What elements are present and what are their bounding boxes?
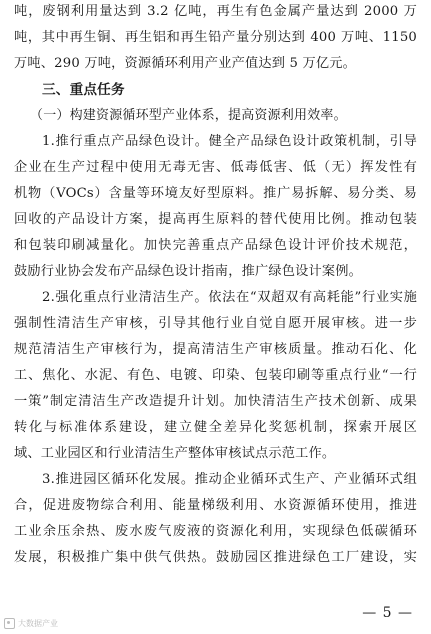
paragraph-2-line-6: 转化与标准体系建设，建立健全差异化奖惩机制，探索开展区 bbox=[14, 420, 417, 435]
paragraph-2-line-1: 2.强化重点行业清洁生产。依法在“双超双有高耗能”行业实施 bbox=[42, 290, 417, 305]
paragraph-3-line-1: 3.推进园区循环化发展。推动企业循环式生产、产业循环式组 bbox=[42, 472, 417, 487]
paragraph-1-line-3: 机物（VOCs）含量等环境友好型原料。推广易拆解、易分类、易 bbox=[14, 186, 417, 201]
paragraph-3-line-3: 工业余压余热、废水废气废液的资源化利用，实现绿色低碳循环 bbox=[14, 524, 417, 539]
paragraph-1-line-6: 鼓励行业协会发布产品绿色设计指南，推广绿色设计案例。 bbox=[14, 264, 363, 279]
paragraph-2-line-2: 强制性清洁生产审核，引导其他行业自觉自愿开展审核。进一步 bbox=[14, 316, 417, 331]
subsection-heading: （一）构建资源循环型产业体系，提高资源利用效率。 bbox=[30, 108, 347, 123]
paragraph-2-line-3: 规范清洁生产审核行为，提高清洁生产审核质量。推动石化、化 bbox=[14, 342, 417, 357]
paragraph-2-line-4: 工、焦化、水泥、有色、电镀、印染、包装印刷等重点行业“一行 bbox=[14, 368, 417, 383]
paragraph-line-2: 吨，其中再生铜、再生铝和再生铅产量分别达到 400 万吨、1150 bbox=[14, 30, 417, 45]
watermark bbox=[4, 618, 58, 629]
paragraph-1-line-4: 回收的产品设计方案，提高再生原料的替代使用比例。推动包装 bbox=[14, 212, 417, 227]
paragraph-2-line-7: 域、工业园区和行业清洁生产整体审核试点示范工作。 bbox=[14, 446, 336, 461]
paragraph-1-line-1: 1.推行重点产品绿色设计。健全产品绿色设计政策机制，引导 bbox=[42, 134, 417, 149]
paragraph-2-line-5: 一策”制定清洁生产改造提升计划。加快清洁生产技术创新、成果 bbox=[14, 394, 417, 409]
paragraph-1-line-2: 企业在生产过程中使用无毒无害、低毒低害、低（无）挥发性有 bbox=[14, 160, 417, 175]
paragraph-3-line-2: 合，促进废物综合利用、能量梯级利用、水资源循环使用，推进 bbox=[14, 498, 417, 513]
section-heading: 三、重点任务 bbox=[42, 82, 125, 98]
page-number: — 5 — bbox=[362, 605, 413, 621]
paragraph-1-line-5: 和包装印刷减量化。加快完善重点产品绿色设计评价技术规范， bbox=[14, 238, 417, 253]
watermark-text: 大数据产业 bbox=[18, 619, 58, 628]
paragraph-line-1: 吨，废钢利用量达到 3.2 亿吨，再生有色金属产量达到 2000 万 bbox=[14, 4, 417, 19]
watermark-logo-icon bbox=[4, 618, 15, 629]
paragraph-line-3: 万吨、290 万吨，资源循环利用产业产值达到 5 万亿元。 bbox=[14, 56, 357, 71]
paragraph-3-line-4: 发展，积极推广集中供气供热。鼓励园区推进绿色工厂建设，实 bbox=[14, 550, 417, 565]
